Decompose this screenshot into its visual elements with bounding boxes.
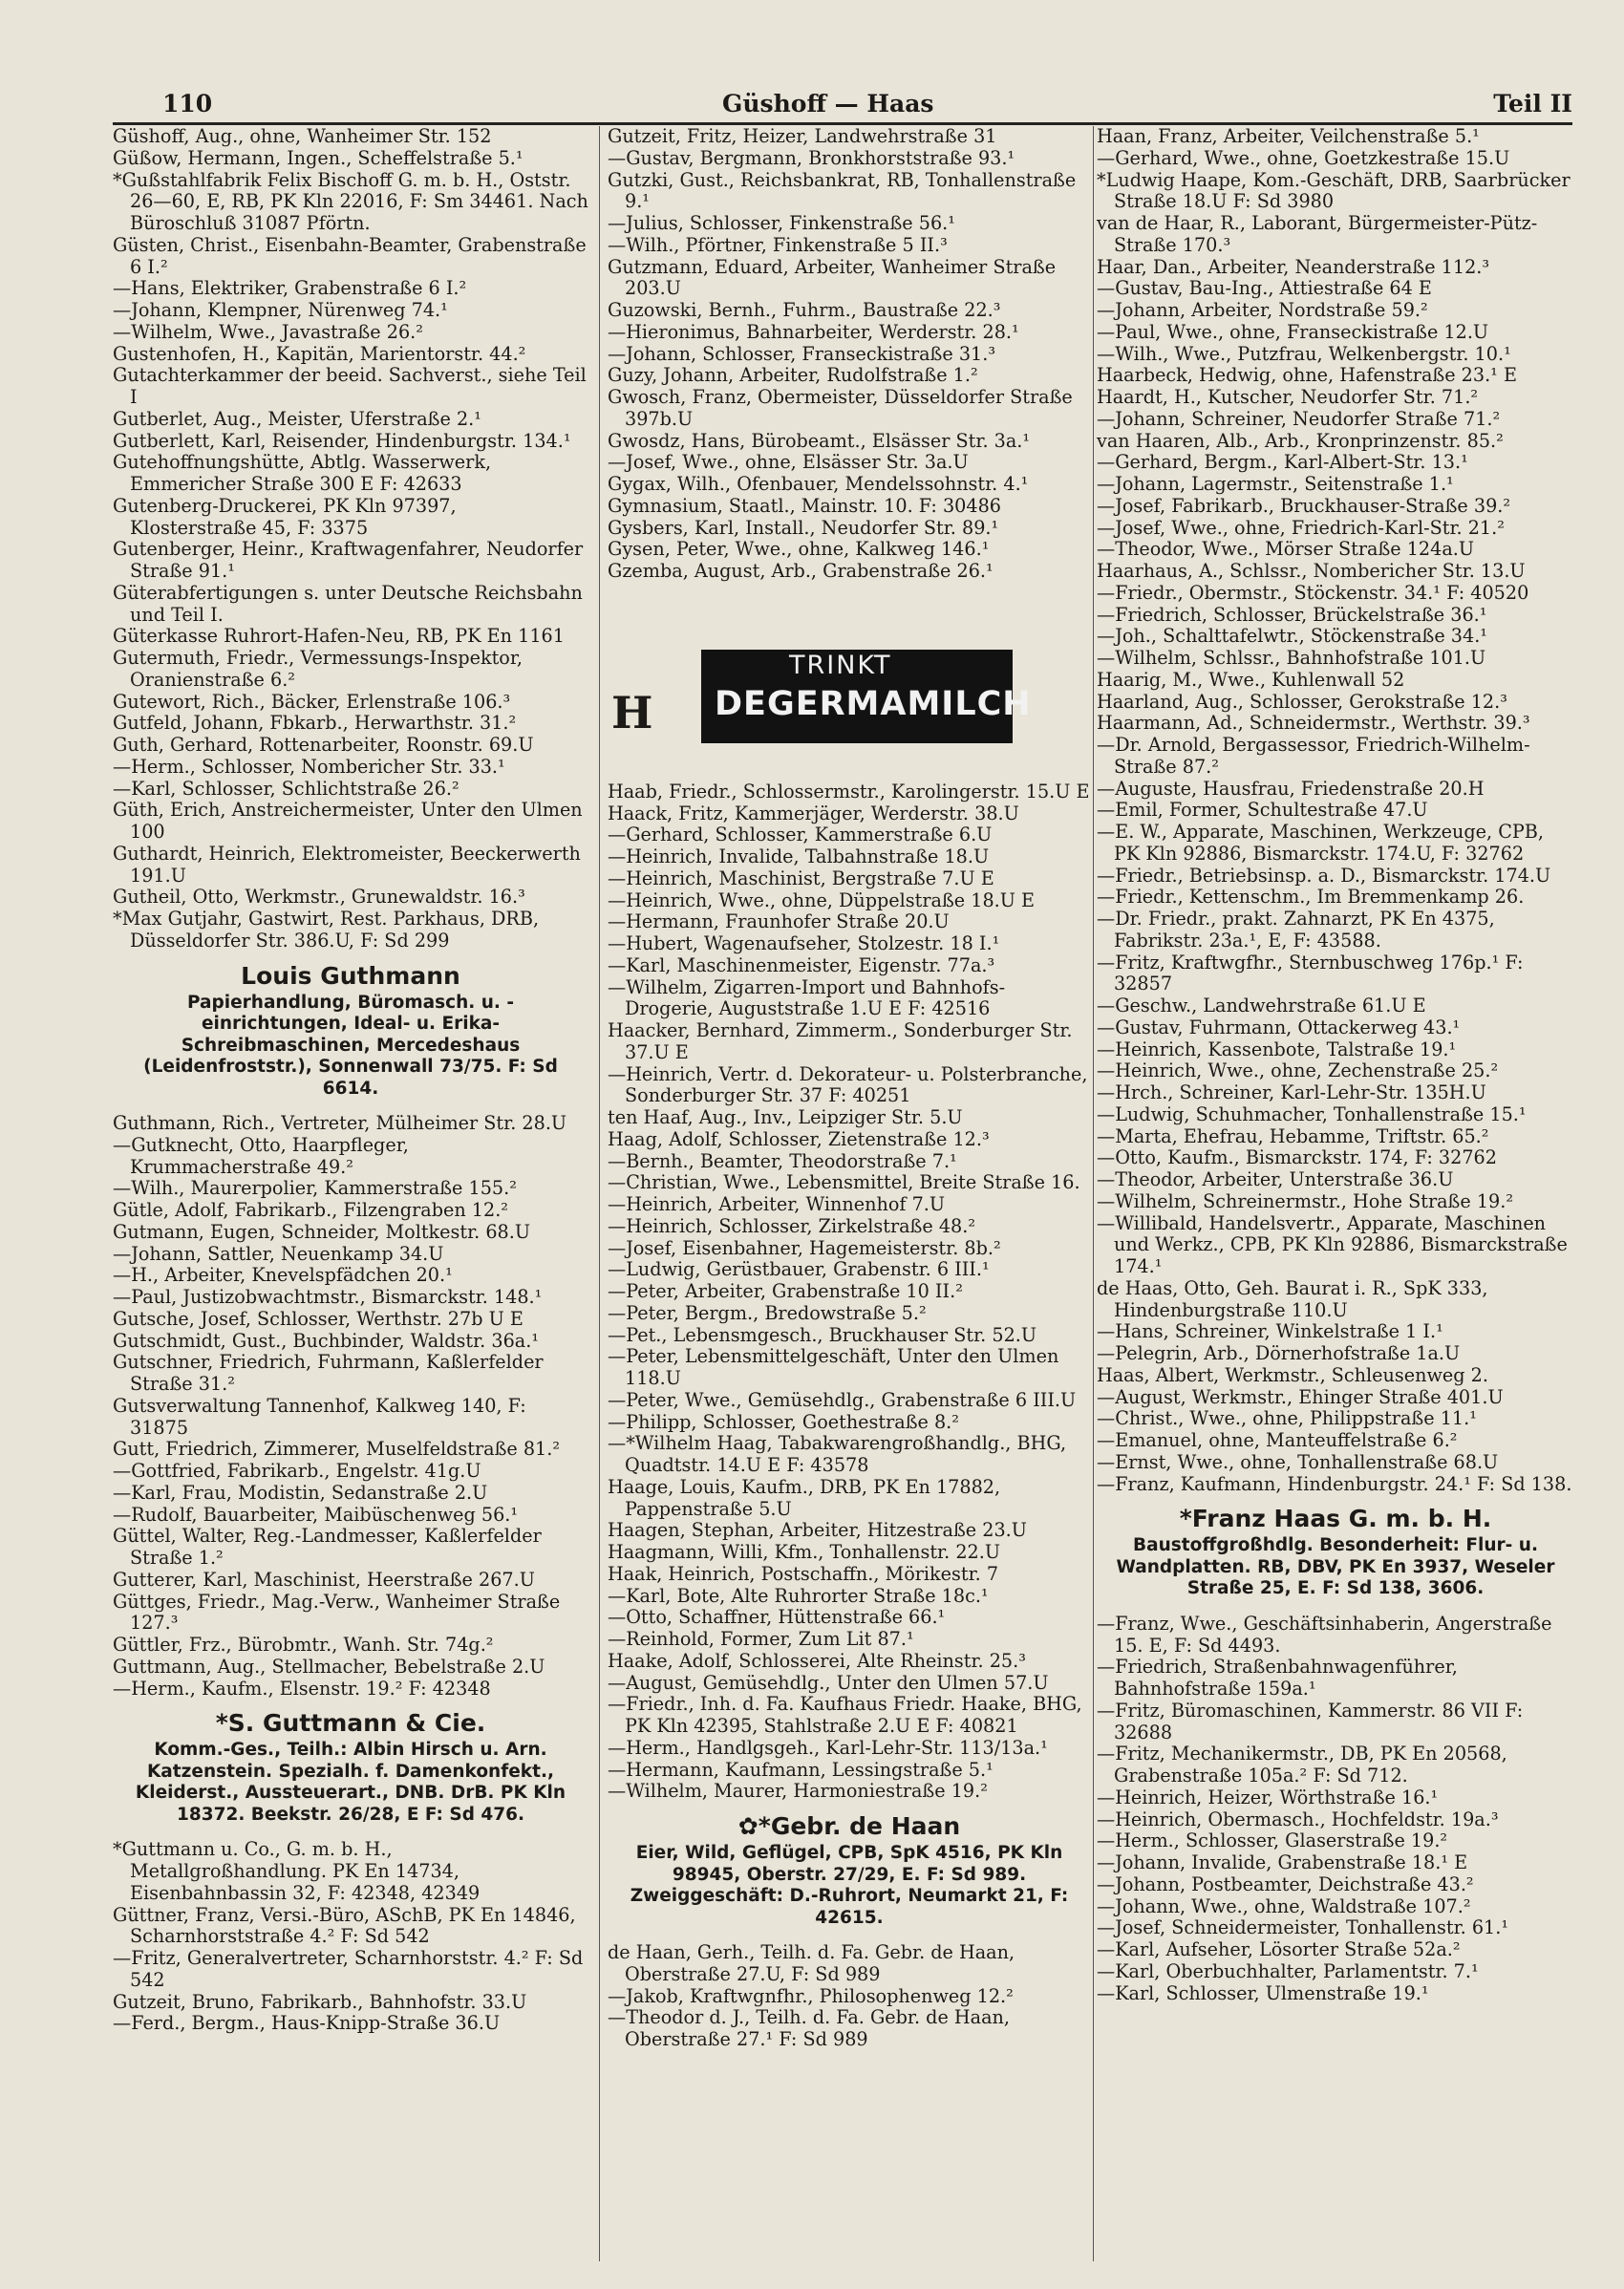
directory-entry: —Gutknecht, Otto, Haarpfleger, Krummacherstraße 49.²: [113, 1133, 409, 1178]
directory-entry: Haan, Franz, Arbeiter, Veilchenstraße 5.¹: [1097, 125, 1480, 147]
ad-title: Louis Guthmann: [241, 961, 460, 990]
directory-entry: Haagmann, Willi, Kfm., Tonhallenstr. 22.U: [608, 1541, 1001, 1563]
directory-entry: —Theodor d. J., Teilh. d. Fa. Gebr. de Haan, Oberstraße 27.¹ F: Sd 989: [608, 2006, 1010, 2050]
directory-entry: —Ludwig, Schuhmacher, Tonhallenstraße 15.¹: [1097, 1102, 1527, 1125]
ad-title: *S. Guttmann & Cie.: [215, 1709, 486, 1738]
advertisement-guttmann: [113, 1707, 588, 1826]
entry-list: [608, 1942, 1091, 2051]
directory-entry: —Ferd., Bergm., Haus-Knipp-Straße 36.U: [113, 2012, 501, 2035]
flower-icon: ✿: [737, 1812, 759, 1840]
directory-entry: Gutschmidt, Gust., Buchbinder, Waldstr. 36a.¹: [113, 1329, 540, 1352]
ad-title: *Franz Haas G. m. b. H.: [1179, 1505, 1492, 1533]
directory-entry: —Johann, Sattler, Neuenkamp 34.U: [113, 1242, 444, 1265]
directory-entry: —Theodor, Arbeiter, Unterstraße 36.U: [1097, 1168, 1454, 1190]
directory-entry: Guzowski, Bernh., Fuhrm., Baustraße 22.³: [608, 299, 1001, 321]
directory-entry: —Wilhelm, Wwe., Javastraße 26.²: [113, 320, 423, 343]
directory-entry: —Paul, Wwe., ohne, Franseckistraße 12.U: [1097, 320, 1489, 343]
directory-entry: de Haas, Otto, Geh. Baurat i. R., SpK 333, Hindenburgstraße 110.U: [1097, 1276, 1488, 1321]
directory-entry: Gutberlett, Karl, Reisender, Hindenburgstr. 134.¹: [113, 429, 571, 452]
directory-entry: Haarland, Aug., Schlosser, Gerokstraße 12.³: [1097, 690, 1507, 713]
column-divider: [1093, 126, 1094, 2261]
banner-box: [701, 650, 1032, 743]
directory-entry: Haas, Albert, Werkmstr., Schleusenweg 2.: [1097, 1363, 1488, 1386]
directory-entry: —Otto, Schaffner, Hüttenstraße 66.¹: [608, 1606, 946, 1629]
entry-list: [608, 781, 1091, 1803]
directory-entry: Haardt, H., Kutscher, Neudorfer Str. 71.²: [1097, 386, 1479, 408]
directory-entry: —Heinrich, Schlosser, Zirkelstraße 48.²: [608, 1214, 976, 1237]
directory-entry: —Wilhelm, Zigarren-Import und Bahnhofs-Drogerie, Auguststraße 1.U E F: 42516: [608, 975, 1006, 1020]
banner-logo-letter: H: [611, 686, 653, 738]
directory-entry: Güßow, Hermann, Ingen., Scheffelstraße 5.¹: [113, 146, 524, 169]
directory-entry: —Karl, Bote, Alte Ruhrorter Straße 18c.¹: [608, 1584, 989, 1607]
directory-entry: —August, Werkmstr., Ehinger Straße 401.U: [1097, 1385, 1504, 1408]
directory-entry: Güttler, Frz., Bürobmtr., Wanh. Str. 74g.²: [113, 1634, 494, 1656]
column-3: [1097, 126, 1574, 2004]
directory-entry: —Bernh., Beamter, Theodorstraße 7.¹: [608, 1149, 957, 1172]
directory-entry: —Josef, Eisenbahner, Hagemeisterstr. 8b.²: [608, 1236, 1001, 1259]
directory-entry: —Auguste, Hausfrau, Friedenstraße 20.H: [1097, 777, 1485, 800]
directory-entry: Gutehoffnungshütte, Abtlg. Wasserwerk, Emmericher Straße 300 E F: 42633: [113, 451, 492, 495]
directory-entry: —Heinrich, Wwe., ohne, Zechenstraße 25.²: [1097, 1059, 1499, 1082]
directory-entry: —Otto, Kaufm., Bismarckstr. 174, F: 32762: [1097, 1146, 1497, 1169]
directory-entry: —Christian, Wwe., Lebensmittel, Breite Straße 16.: [608, 1171, 1080, 1194]
directory-entry: Güth, Erich, Anstreichermeister, Unter den Ulmen 100: [113, 799, 583, 843]
directory-entry: —Wilh., Wwe., Putzfrau, Welkenbergstr. 10.¹: [1097, 342, 1511, 365]
directory-entry: Gustenhofen, H., Kapitän, Marientorstr. 44.²: [113, 342, 526, 365]
directory-entry: —Herm., Schlosser, Glaserstraße 19.²: [1097, 1829, 1448, 1852]
directory-entry: Haage, Louis, Kaufm., DRB, PK En 17882, Pappenstraße 5.U: [608, 1475, 1001, 1520]
directory-entry: —Wilhelm, Schreinermstr., Hohe Straße 19.²: [1097, 1189, 1514, 1212]
directory-entry: —Johann, Invalide, Grabenstraße 18.¹ E: [1097, 1851, 1468, 1873]
directory-entry: —Julius, Schlosser, Finkenstraße 56.¹: [608, 212, 955, 234]
directory-entry: —Friedrich, Straßenbahnwagenführer, Bahnhofstraße 159a.¹: [1097, 1656, 1458, 1700]
directory-entry: Gutenberg-Druckerei, PK Kln 97397, Klosterstraße 45, F: 3375: [113, 494, 457, 539]
directory-entry: —Paul, Justizobwachtmstr., Bismarckstr. 148.¹: [113, 1286, 543, 1308]
directory-entry: Gütle, Adolf, Fabrikarb., Filzengraben 12.²: [113, 1199, 508, 1221]
directory-entry: —Hubert, Wagenaufseher, Stolzestr. 18 I.¹: [608, 932, 1000, 954]
directory-entry: —Gustav, Bergmann, Bronkhorststraße 93.¹: [608, 146, 1015, 169]
directory-entry: Gutheil, Otto, Werkmstr., Grunewaldstr. 16.³: [113, 886, 525, 909]
directory-entry: —Marta, Ehefrau, Hebamme, Triftstr. 65.²: [1097, 1124, 1489, 1147]
directory-entry: —August, Gemüsehdlg., Unter den Ulmen 57.U: [608, 1671, 1049, 1694]
directory-entry: —Johann, Schlosser, Franseckistraße 31.³: [608, 342, 996, 365]
page-range-title: Güshoff — Haas: [722, 90, 934, 118]
directory-entry: —Herm., Kaufm., Elsenstr. 19.² F: 42348: [113, 1677, 491, 1700]
ad-body: Komm.-Ges., Teilh.: Albin Hirsch u. Arn. Katzenstein. Spezialh. f. Damenkonfekt., Kleiderst., Aussteuerart., DNB. DrB. PK Kln 18372. Beekstr. 26/28, E F: Sd 476.: [135, 1740, 566, 1825]
advertisement-franz-haas: [1097, 1503, 1574, 1600]
page-header: [113, 84, 1572, 125]
directory-entry: —Josef, Schneidermeister, Tonhallenstr. 61.¹: [1097, 1916, 1509, 1939]
directory-entry: Gutzeit, Fritz, Heizer, Landwehrstraße 31: [608, 125, 997, 147]
directory-entry: Haar, Dan., Arbeiter, Neanderstraße 112.³: [1097, 255, 1490, 278]
directory-entry: —Johann, Arbeiter, Nordstraße 59.²: [1097, 299, 1428, 321]
banner-line-2: DEGERMAMILCH: [715, 684, 1032, 723]
entry-list: [113, 1839, 588, 2035]
directory-entry: Güshoff, Aug., ohne, Wanheimer Str. 152: [113, 125, 492, 147]
directory-entry: Gutmann, Eugen, Schneider, Moltkestr. 68.U: [113, 1220, 531, 1243]
directory-entry: Haagen, Stephan, Arbeiter, Hitzestraße 23.U: [608, 1519, 1027, 1542]
directory-entry: —Friedr., Betriebsinsp. a. D., Bismarckstr. 174.U: [1097, 864, 1551, 887]
directory-entry: —H., Arbeiter, Knevelspfädchen 20.¹: [113, 1264, 453, 1287]
directory-entry: —Karl, Schlosser, Schlichtstraße 26.²: [113, 777, 459, 800]
directory-entry: Haag, Adolf, Schlosser, Zietenstraße 12.³: [608, 1127, 990, 1150]
directory-entry: Güsten, Christ., Eisenbahn-Beamter, Grabenstraße 6 I.²: [113, 233, 587, 278]
directory-entry: Guthardt, Heinrich, Elektromeister, Beeckerwerth 191.U: [113, 842, 581, 887]
directory-entry: —Karl, Aufseher, Lösorter Straße 52a.²: [1097, 1938, 1461, 1960]
directory-entry: —Heinrich, Heizer, Wörthstraße 16.¹: [1097, 1786, 1439, 1808]
directory-entry: —Johann, Postbeamter, Deichstraße 43.²: [1097, 1872, 1474, 1895]
directory-entry: —Pet., Lebensmgesch., Bruckhauser Str. 52.U: [608, 1323, 1037, 1346]
directory-entry: —Johann, Lagermstr., Seitenstraße 1.¹: [1097, 473, 1454, 495]
directory-entry: Haarhaus, A., Schlssr., Nombericher Str. 13.U: [1097, 560, 1526, 582]
directory-entry: Haarbeck, Hedwig, ohne, Hafenstraße 23.¹ E: [1097, 364, 1517, 387]
directory-entry: —Heinrich, Maschinist, Bergstraße 7.U E: [608, 866, 994, 889]
directory-entry: Guttmann, Aug., Stellmacher, Bebelstraße 2.U: [113, 1655, 545, 1678]
directory-entry: —Fritz, Kraftwgfhr., Sternbuschweg 176p.¹ F: 32857: [1097, 951, 1524, 995]
directory-entry: —Geschw., Landwehrstraße 61.U E: [1097, 995, 1426, 1016]
directory-entry: —Wilhelm, Schlssr., Bahnhofstraße 101.U: [1097, 647, 1486, 669]
directory-entry: Gutachterkammer der beeid. Sachverst., siehe Teil I: [113, 364, 587, 408]
directory-entry: —Herm., Handlgsgeh., Karl-Lehr-Str. 113/13a.¹: [608, 1736, 1048, 1759]
directory-entry: Gwosch, Franz, Obermeister, Düsseldorfer Straße 397b.U: [608, 386, 1073, 430]
directory-entry: —Pelegrin, Arb., Dörnerhofstraße 1a.U: [1097, 1342, 1461, 1364]
directory-entry: Gwosdz, Hans, Bürobeamt., Elsässer Str. 3a.¹: [608, 429, 1031, 452]
directory-entry: —Gustav, Bau-Ing., Attiestraße 64 E: [1097, 277, 1432, 300]
entry-list: [608, 126, 1091, 583]
page-number: 110: [162, 90, 213, 118]
directory-entry: —Fritz, Büromaschinen, Kammerstr. 86 VII F: 32688: [1097, 1699, 1524, 1743]
directory-entry: —Peter, Arbeiter, Grabenstraße 10 II.²: [608, 1280, 963, 1302]
directory-entry: Gzemba, August, Arb., Grabenstraße 26.¹: [608, 560, 994, 582]
directory-entry: Güttges, Friedr., Mag.-Verw., Wanheimer Straße 127.³: [113, 1590, 561, 1635]
directory-entry: Gutterer, Karl, Maschinist, Heerstraße 267.U: [113, 1568, 535, 1591]
directory-entry: —Hrch., Schreiner, Karl-Lehr-Str. 135H.U: [1097, 1081, 1486, 1103]
directory-entry: —Hans, Schreiner, Winkelstraße 1 I.¹: [1097, 1320, 1443, 1343]
directory-entry: —Peter, Lebensmittelgeschäft, Unter den Ulmen 118.U: [608, 1345, 1059, 1389]
directory-entry: —Rudolf, Bauarbeiter, Maibüschenweg 56.¹: [113, 1503, 519, 1526]
directory-entry: —Heinrich, Invalide, Talbahnstraße 18.U: [608, 845, 990, 867]
directory-entry: —Joh., Schalttafelwtr., Stöckenstraße 34.¹: [1097, 625, 1487, 648]
directory-entry: —Ernst, Wwe., ohne, Tonhallenstraße 68.U: [1097, 1450, 1499, 1473]
ad-body: Eier, Wild, Geflügel, CPB, SpK 4516, PK Kln 98945, Oberstr. 27/29, E. F: Sd 989. Zweiggeschäft: D.-Ruhrort, Neumarkt 21, F: 42615.: [630, 1843, 1069, 1928]
directory-entry: —Josef, Fabrikarb., Bruckhauser-Straße 39.²: [1097, 494, 1511, 517]
directory-entry: —Johann, Schreiner, Neudorfer Straße 71.²: [1097, 407, 1501, 430]
directory-entry: —*Wilhelm Haag, Tabakwarengroßhandlg., BHG, Quadtstr. 14.U E F: 43578: [608, 1432, 1067, 1476]
directory-entry: de Haan, Gerh., Teilh. d. Fa. Gebr. de Haan, Oberstraße 27.U, F: Sd 989: [608, 1941, 1015, 1985]
directory-entry: Güttel, Walter, Reg.-Landmesser, Kaßlerfelder Straße 1.²: [113, 1525, 542, 1569]
directory-entry: Haacker, Bernhard, Zimmerm., Sonderburger Str. 37.U E: [608, 1019, 1073, 1063]
directory-entry: Gygax, Wilh., Ofenbauer, Mendelssohnstr. 4.¹: [608, 473, 1029, 495]
ad-title-text: *Gebr. de Haan: [758, 1812, 961, 1840]
ad-body: Baustoffgroßhdlg. Besonderheit: Flur- u. Wandplatten. RB, DBV, PK En 3937, Weseler Straße 25, E. F: Sd 138, 3606.: [1116, 1535, 1555, 1599]
ad-title: [608, 1810, 1091, 1843]
directory-entry: —Dr. Arnold, Bergassessor, Friedrich-Wilhelm-Straße 87.²: [1097, 734, 1530, 778]
directory-entry: —Gottfried, Fabrikarb., Engelstr. 41g.U: [113, 1460, 481, 1482]
directory-entry: Haarig, M., Wwe., Kuhlenwall 52: [1097, 668, 1405, 691]
directory-entry: Gutt, Friedrich, Zimmerer, Muselfeldstraße 81.²: [113, 1438, 561, 1461]
directory-entry: —Reinhold, Former, Zum Lit 87.¹: [608, 1628, 914, 1650]
directory-entry: —Hermann, Kaufmann, Lessingstraße 5.¹: [608, 1758, 994, 1781]
directory-entry: —Wilh., Pförtner, Finkenstraße 5 II.³: [608, 233, 948, 256]
directory-entry: —Ludwig, Gerüstbauer, Grabenstr. 6 III.¹: [608, 1258, 990, 1281]
directory-entry: —Franz, Kaufmann, Hindenburgstr. 24.¹ F: Sd 138.: [1097, 1472, 1572, 1495]
directory-entry: —Wilhelm, Maurer, Harmoniestraße 19.²: [608, 1780, 988, 1803]
directory-entry: Haak, Heinrich, Postschaffn., Mörikestr. 7: [608, 1562, 999, 1585]
directory-entry: —Johann, Wwe., ohne, Waldstraße 107.²: [1097, 1894, 1471, 1917]
directory-entry: Gutzeit, Bruno, Fabrikarb., Bahnhofstr. 33.U: [113, 1990, 527, 2013]
entry-list: [113, 126, 588, 952]
directory-entry: Güttner, Franz, Versi.-Büro, ASchB, PK En 14846, Scharnhorststraße 4.² F: Sd 542: [113, 1903, 576, 1948]
directory-entry: Haarmann, Ad., Schneidermstr., Werthstr. 39.³: [1097, 712, 1530, 735]
directory-entry: Gysbers, Karl, Install., Neudorfer Str. 89.¹: [608, 516, 999, 539]
directory-entry: —Friedrich, Schlosser, Brückelstraße 36.¹: [1097, 603, 1487, 626]
directory-entry: *Max Gutjahr, Gastwirt, Rest. Parkhaus, DRB, Düsseldorfer Str. 386.U, F: Sd 299: [113, 908, 540, 952]
directory-entry: Haake, Adolf, Schlosserei, Alte Rheinstr. 25.³: [608, 1649, 1026, 1672]
directory-entry: Gutschner, Friedrich, Fuhrmann, Kaßlerfelder Straße 31.²: [113, 1351, 544, 1395]
directory-entry: —Wilh., Maurerpolier, Kammerstraße 155.²: [113, 1177, 517, 1200]
ad-body: Papierhandlung, Büromasch. u. -einrichtungen, Ideal- u. Erika-Schreibmaschinen, Mercedeshaus (Leidenfroststr.), Sonnenwall 73/75. F: Sd 6614.: [143, 992, 558, 1099]
advertisement-de-haan: [608, 1810, 1091, 1929]
directory-entry: Guth, Gerhard, Rottenarbeiter, Roonstr. 69.U: [113, 734, 534, 756]
directory-entry: —Gerhard, Schlosser, Kammerstraße 6.U: [608, 824, 993, 846]
directory-entry: *Gußstahlfabrik Felix Bischoff G. m. b. H., Oststr. 26—60, E, RB, PK Kln 22016, F: Sm 34461. Nach Büroschluß 31087 Pförtn.: [113, 168, 588, 234]
directory-entry: —Friedr., Kettenschm., Im Bremmenkamp 26.: [1097, 886, 1525, 909]
directory-entry: Gutsverwaltung Tannenhof, Kalkweg 140, F: 31875: [113, 1394, 526, 1439]
directory-entry: —Philipp, Schlosser, Goethestraße 8.²: [608, 1410, 959, 1433]
directory-entry: Guthmann, Rich., Vertreter, Mülheimer Str. 28.U: [113, 1112, 567, 1134]
directory-entry: *Guttmann u. Co., G. m. b. H., Metallgroßhandlung. PK En 14734, Eisenbahnbassin 32, F: 42348, 42349: [113, 1838, 481, 1904]
directory-entry: —Theodor, Wwe., Mörser Straße 124a.U: [1097, 538, 1475, 561]
directory-entry: Güterabfertigungen s. unter Deutsche Reichsbahn und Teil I.: [113, 581, 583, 626]
directory-entry: —Friedr., Obermstr., Stöckenstr. 34.¹ F: 40520: [1097, 581, 1529, 604]
directory-entry: —Franz, Wwe., Geschäftsinhaberin, Angerstraße 15. E, F: Sd 4493.: [1097, 1612, 1552, 1657]
directory-entry: —Fritz, Generalvertreter, Scharnhorststr. 4.² F: Sd 542: [113, 1947, 584, 1991]
directory-entry: —Karl, Maschinenmeister, Eigenstr. 77a.³: [608, 953, 995, 976]
directory-entry: —Peter, Bergm., Bredowstraße 5.²: [608, 1301, 927, 1324]
directory-entry: —Hieronimus, Bahnarbeiter, Werderstr. 28.¹: [608, 320, 1019, 343]
directory-entry: —Gustav, Fuhrmann, Ottackerweg 43.¹: [1097, 1016, 1461, 1038]
column-divider: [599, 126, 600, 2261]
directory-entry: —Heinrich, Kassenbote, Talstraße 19.¹: [1097, 1038, 1457, 1060]
directory-entry: Gysen, Peter, Wwe., ohne, Kalkweg 146.¹: [608, 538, 990, 561]
directory-entry: —Willibald, Handelsvertr., Apparate, Maschinen und Werkz., CPB, PK Kln 92886, Bismarckstraße 174.¹: [1097, 1211, 1568, 1277]
directory-entry: Gutewort, Rich., Bäcker, Erlenstraße 106.³: [113, 690, 511, 713]
directory-entry: —Christ., Wwe., ohne, Philippstraße 11.¹: [1097, 1407, 1477, 1430]
directory-entry: —Karl, Schlosser, Ulmenstraße 19.¹: [1097, 1981, 1429, 2004]
directory-entry: Gutzki, Gust., Reichsbankrat, RB, Tonhallenstraße 9.¹: [608, 168, 1077, 213]
entry-list: [1097, 126, 1574, 1495]
advertisement-banner: [608, 650, 1091, 745]
directory-entry: —Emil, Former, Schultestraße 47.U: [1097, 799, 1428, 822]
directory-entry: Gutermuth, Friedr., Vermessungs-Inspektor, Oranienstraße 6.²: [113, 647, 524, 691]
directory-entry: —Heinrich, Vertr. d. Dekorateur- u. Polsterbranche, Sonderburger Str. 37 F: 40251: [608, 1062, 1088, 1107]
part-label: Teil II: [1493, 90, 1572, 118]
directory-entry: —Hans, Elektriker, Grabenstraße 6 I.²: [113, 277, 467, 300]
directory-entry: —Josef, Wwe., ohne, Friedrich-Karl-Str. 21.²: [1097, 516, 1505, 539]
directory-entry: —Dr. Friedr., prakt. Zahnarzt, PK En 4375, Fabrikstr. 23a.¹, E, F: 43588.: [1097, 908, 1495, 952]
directory-entry: Haab, Friedr., Schlossermstr., Karolingerstr. 15.U E: [608, 780, 1090, 802]
directory-entry: —Heinrich, Wwe., ohne, Düppelstraße 18.U E: [608, 888, 1036, 911]
directory-entry: —Emanuel, ohne, Manteuffelstraße 6.²: [1097, 1429, 1458, 1451]
directory-entry: *Ludwig Haape, Kom.-Geschäft, DRB, Saarbrücker Straße 18.U F: Sd 3980: [1097, 168, 1571, 213]
entry-list: [113, 1113, 588, 1700]
directory-entry: —Gerhard, Wwe., ohne, Goetzkestraße 15.U: [1097, 146, 1510, 169]
directory-entry: Gutsche, Josef, Schlosser, Werthstr. 27b U E: [113, 1307, 524, 1330]
directory-entry: —Fritz, Mechanikermstr., DB, PK En 20568, Grabenstraße 105a.² F: Sd 712.: [1097, 1743, 1507, 1786]
directory-entry: Gutzmann, Eduard, Arbeiter, Wanheimer Straße 203.U: [608, 255, 1057, 300]
directory-entry: Gutfeld, Johann, Fbkarb., Herwarthstr. 31.²: [113, 712, 517, 735]
directory-entry: —Jakob, Kraftwgnfhr., Philosophenweg 12.²: [608, 1984, 1014, 2007]
column-1: [113, 126, 588, 2035]
directory-entry: Gymnasium, Staatl., Mainstr. 10. F: 30486: [608, 494, 1002, 517]
entry-list: [1097, 1614, 1574, 2005]
directory-entry: Haack, Fritz, Kammerjäger, Werderstr. 38.U: [608, 802, 1019, 824]
directory-entry: —Johann, Klempner, Nürenweg 74.¹: [113, 299, 448, 321]
advertisement-guthmann: [113, 960, 588, 1101]
directory-entry: Gutberlet, Aug., Meister, Uferstraße 2.¹: [113, 407, 481, 430]
directory-entry: van de Haar, R., Laborant, Bürgermeister-Pütz-Straße 170.³: [1097, 212, 1538, 256]
column-2: [608, 126, 1091, 2051]
directory-entry: —Gerhard, Bergm., Karl-Albert-Str. 13.¹: [1097, 451, 1468, 474]
directory-entry: —E. W., Apparate, Maschinen, Werkzeuge, CPB, PK Kln 92886, Bismarckstr. 174.U, F: 32762: [1097, 821, 1544, 865]
directory-entry: Gutenberger, Heinr., Kraftwagenfahrer, Neudorfer Straße 91.¹: [113, 538, 584, 582]
banner-line-1: TRINKT: [789, 650, 892, 680]
directory-entry: Güterkasse Ruhrort-Hafen-Neu, RB, PK En 1161: [113, 625, 565, 648]
directory-entry: —Karl, Frau, Modistin, Sedanstraße 2.U: [113, 1481, 488, 1504]
directory-entry: —Heinrich, Arbeiter, Winnenhof 7.U: [608, 1193, 946, 1215]
directory-entry: —Josef, Wwe., ohne, Elsässer Str. 3a.U: [608, 451, 969, 474]
directory-entry: —Herm., Schlosser, Nombericher Str. 33.¹: [113, 755, 505, 778]
directory-entry: van Haaren, Alb., Arb., Kronprinzenstr. 85.²: [1097, 429, 1504, 452]
directory-entry: ten Haaf, Aug., Inv., Leipziger Str. 5.U: [608, 1106, 963, 1128]
directory-entry: —Peter, Wwe., Gemüsehdlg., Grabenstraße 6 III.U: [608, 1388, 1077, 1411]
directory-entry: —Heinrich, Obermasch., Hochfeldstr. 19a.³: [1097, 1808, 1499, 1830]
directory-entry: —Friedr., Inh. d. Fa. Kaufhaus Friedr. Haake, BHG, PK Kln 42395, Stahlstraße 2.U E F: 40821: [608, 1693, 1082, 1737]
directory-entry: —Hermann, Fraunhofer Straße 20.U: [608, 910, 950, 933]
directory-entry: Guzy, Johann, Arbeiter, Rudolfstraße 1.²: [608, 364, 978, 387]
directory-entry: —Karl, Oberbuchhalter, Parlamentstr. 7.¹: [1097, 1959, 1479, 1982]
